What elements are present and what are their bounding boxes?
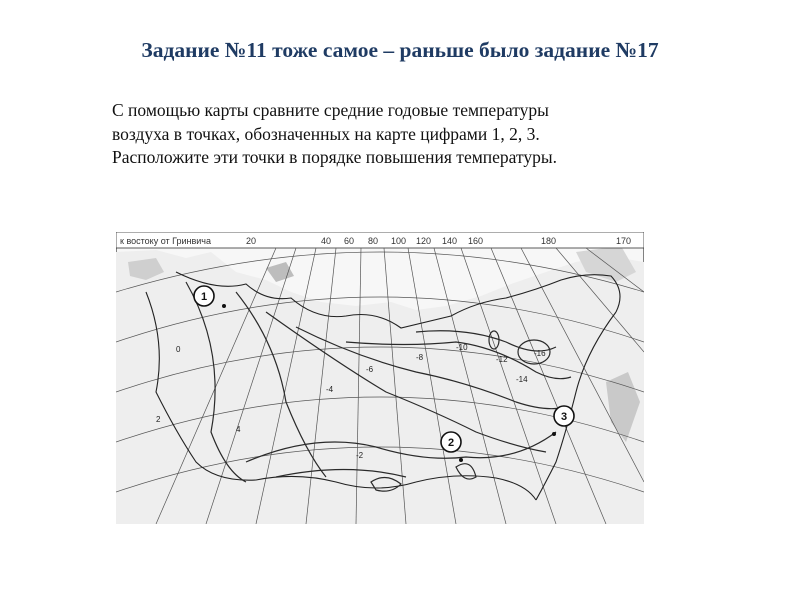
isotherm-label: 4 xyxy=(236,425,241,434)
isotherm-label: 0 xyxy=(176,345,181,354)
isotherm-label: -10 xyxy=(456,343,468,352)
isotherm-label: 2 xyxy=(156,415,161,424)
task-instruction xyxy=(112,99,752,170)
isotherm-label: -14 xyxy=(516,375,528,384)
isotherm-map xyxy=(116,232,644,524)
longitude-label: 60 xyxy=(344,236,355,246)
isotherm-label: -12 xyxy=(496,355,508,364)
longitude-label: 180 xyxy=(541,236,557,246)
longitude-label: 140 xyxy=(442,236,458,246)
longitude-label: 170 xyxy=(616,236,632,246)
isotherm-label: -8 xyxy=(416,353,424,362)
point-3-label: 3 xyxy=(560,411,568,423)
map-header-text: к востоку от Гринвича xyxy=(120,236,211,246)
task-line-1: С помощью карты сравните средние годовые температуры xyxy=(112,100,549,120)
isotherm-label: -6 xyxy=(366,365,374,374)
longitude-label: 100 xyxy=(391,236,407,246)
isotherm-label: -4 xyxy=(326,385,334,394)
longitude-label: 160 xyxy=(468,236,484,246)
point-2-label: 2 xyxy=(447,437,455,449)
point-1-label: 1 xyxy=(200,291,208,303)
longitude-label: 40 xyxy=(321,236,332,246)
isotherm-label: -2 xyxy=(356,451,364,460)
isotherm-label: -16 xyxy=(534,349,546,358)
task-line-3: Расположите эти точки в порядке повышения температуры. xyxy=(112,147,558,167)
slide-title: Задание №11 тоже самое – раньше было задание №17 xyxy=(141,38,659,62)
longitude-label: 80 xyxy=(368,236,379,246)
task-line-2: воздуха в точках, обозначенных на карте цифрами 1, 2, 3. xyxy=(112,123,540,144)
longitude-label: 20 xyxy=(246,236,257,246)
longitude-label: 120 xyxy=(416,236,432,246)
